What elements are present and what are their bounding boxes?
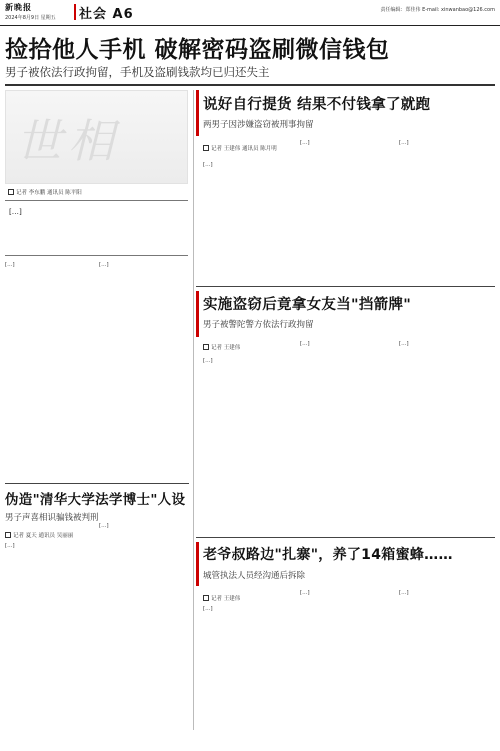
- arrow-story-subhead: 男子被警陀警方依法行政拘留: [203, 320, 314, 330]
- camera-icon: [5, 532, 11, 538]
- flirt-story-subhead: 两男子因涉嫌盗窃被刑事拘留: [203, 120, 314, 130]
- law-story-byline: [5, 531, 73, 539]
- camera-icon: [203, 344, 209, 350]
- decorative-illustration: [5, 90, 188, 184]
- house-story-byline-text: 记者 王建伟: [211, 596, 241, 602]
- arrow-story-col3: […]: [399, 341, 409, 347]
- house-story-col1: […]: [203, 606, 213, 612]
- top-story-headline: 捡拾他人手机 破解密码盗刷微信钱包: [5, 37, 390, 63]
- decorative-calligraphy-image: 世相: [16, 114, 120, 168]
- section-rule: [196, 537, 495, 538]
- masthead: [0, 0, 500, 26]
- editor-credit: 责任编辑：郑佳伟 E-mail: xinwanbao@126.com: [380, 7, 495, 13]
- headline-accent-bar: [196, 90, 199, 136]
- camera-icon: [8, 189, 14, 195]
- headline-accent-bar: [196, 291, 199, 337]
- law-story-byline-text: 记者 夏天 通讯员 吴丽丽: [13, 533, 74, 539]
- law-story-headline: 伪造"清华大学法学博士"人设: [5, 492, 186, 508]
- top-story-body-col1: […]: [5, 262, 15, 268]
- flirt-story-headline: 说好自行提货 结果不付钱拿了就跑: [203, 97, 431, 113]
- law-story-subhead: 男子声喜相识骗钱被判刑: [5, 513, 99, 523]
- flirt-story-col3: […]: [399, 140, 409, 146]
- house-story-headline: 老爷叔路边"扎寨"，养了14箱蜜蜂……: [203, 547, 453, 563]
- section-label: 社会 A6: [79, 7, 134, 22]
- arrow-story-byline-text: 记者 王建伟: [211, 345, 241, 351]
- top-story-body-col2: […]: [99, 262, 109, 268]
- house-story-subhead: 城管执法人员经沟通后拆除: [203, 571, 306, 581]
- headline-accent-bar: [196, 542, 199, 586]
- newspaper-name: 新晚报: [5, 2, 32, 12]
- issue-date: 2024年8月9日 星期五: [5, 15, 56, 21]
- camera-icon: [203, 145, 209, 151]
- column-divider: [193, 90, 194, 730]
- top-story-byline-text: 记者 李东鹏 通讯员 陈平阳: [16, 190, 82, 196]
- law-story-col1: […]: [5, 543, 15, 549]
- section-divider: [74, 4, 76, 20]
- flirt-story-byline: [203, 144, 277, 152]
- flirt-story-col1: […]: [203, 162, 213, 168]
- top-story-subhead: 男子被依法行政拘留，手机及盗刷钱款均已归还失主: [5, 65, 270, 79]
- section-rule: [5, 483, 189, 484]
- house-story-col3: […]: [399, 590, 409, 596]
- section-rule: [196, 286, 495, 287]
- flirt-story-byline-text: 记者 王建伟 通讯员 陈月明: [211, 146, 277, 152]
- law-story-col2: […]: [99, 523, 109, 529]
- house-story-byline: [203, 594, 240, 602]
- top-story-byline: [8, 188, 82, 196]
- arrow-story-byline: [203, 343, 240, 351]
- arrow-story-col2: […]: [300, 341, 310, 347]
- arrow-story-col1: […]: [203, 358, 213, 364]
- top-story-lede: […]: [5, 200, 188, 256]
- camera-icon: [203, 595, 209, 601]
- house-story-col2: […]: [300, 590, 310, 596]
- top-story-rule: [5, 84, 495, 86]
- flirt-story-col2: […]: [300, 140, 310, 146]
- arrow-story-headline: 实施盗窃后竟拿女友当"挡箭牌": [203, 297, 412, 313]
